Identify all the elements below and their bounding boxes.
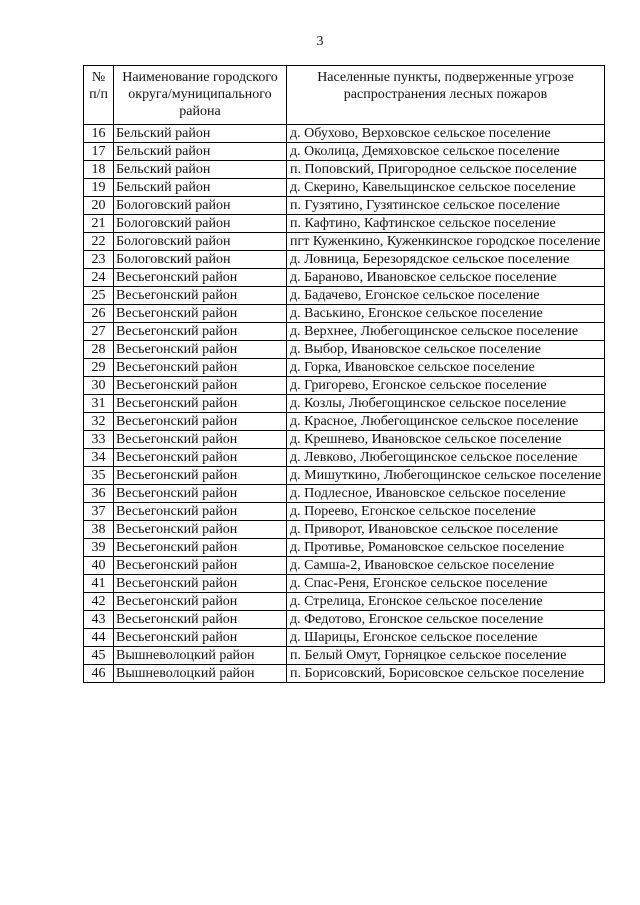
row-number: 33 bbox=[84, 431, 114, 449]
row-number: 30 bbox=[84, 377, 114, 395]
row-district: Бологовский район bbox=[114, 197, 287, 215]
row-district: Бельский район bbox=[114, 179, 287, 197]
table-row bbox=[84, 539, 605, 557]
row-district: Весьегонский район bbox=[114, 341, 287, 359]
row-number: 16 bbox=[84, 125, 114, 143]
row-number: 17 bbox=[84, 143, 114, 161]
row-district: Бельский район bbox=[114, 161, 287, 179]
table-row bbox=[84, 287, 605, 305]
table-row bbox=[84, 215, 605, 233]
row-number: 34 bbox=[84, 449, 114, 467]
row-locality: д. Ловница, Березорядское сельское поселение bbox=[287, 251, 605, 269]
row-district: Весьегонский район bbox=[114, 449, 287, 467]
row-number: 31 bbox=[84, 395, 114, 413]
page-number: 3 bbox=[316, 34, 324, 49]
row-number: 42 bbox=[84, 593, 114, 611]
row-district: Бельский район bbox=[114, 143, 287, 161]
row-number: 44 bbox=[84, 629, 114, 647]
row-district: Весьегонский район bbox=[114, 377, 287, 395]
row-number: 37 bbox=[84, 503, 114, 521]
row-locality: д. Верхнее, Любегощинское сельское поселение bbox=[287, 323, 605, 341]
table-row bbox=[84, 395, 605, 413]
row-locality: д. Бадачево, Егонское сельское поселение bbox=[287, 287, 605, 305]
fire-risk-table bbox=[83, 65, 605, 683]
row-district: Бологовский район bbox=[114, 251, 287, 269]
table-row bbox=[84, 593, 605, 611]
row-district: Весьегонский район bbox=[114, 593, 287, 611]
row-locality: п. Кафтино, Кафтинское сельское поселение bbox=[287, 215, 605, 233]
row-number: 40 bbox=[84, 557, 114, 575]
row-locality: д. Бараново, Ивановское сельское поселение bbox=[287, 269, 605, 287]
row-locality: д. Околица, Демяховское сельское поселение bbox=[287, 143, 605, 161]
table-row bbox=[84, 449, 605, 467]
row-locality: д. Крешнево, Ивановское сельское поселение bbox=[287, 431, 605, 449]
header-district: Наименование городского округа/муниципального района bbox=[114, 66, 287, 125]
row-district: Весьегонский район bbox=[114, 611, 287, 629]
row-district: Бельский район bbox=[114, 125, 287, 143]
table-row bbox=[84, 521, 605, 539]
row-locality: д. Выбор, Ивановское сельское поселение bbox=[287, 341, 605, 359]
row-number: 38 bbox=[84, 521, 114, 539]
row-district: Весьегонский район bbox=[114, 485, 287, 503]
row-locality: п. Белый Омут, Горняцкое сельское поселение bbox=[287, 647, 605, 665]
row-district: Весьегонский район bbox=[114, 629, 287, 647]
row-district: Весьегонский район bbox=[114, 413, 287, 431]
table-row bbox=[84, 665, 605, 683]
row-number: 32 bbox=[84, 413, 114, 431]
table-row bbox=[84, 413, 605, 431]
table-row bbox=[84, 467, 605, 485]
row-locality: д. Пореево, Егонское сельское поселение bbox=[287, 503, 605, 521]
table-row bbox=[84, 269, 605, 287]
row-district: Весьегонский район bbox=[114, 557, 287, 575]
table-row bbox=[84, 377, 605, 395]
row-number: 46 bbox=[84, 665, 114, 683]
row-locality: д. Красное, Любегощинское сельское поселение bbox=[287, 413, 605, 431]
row-district: Весьегонский район bbox=[114, 431, 287, 449]
table-row bbox=[84, 557, 605, 575]
row-locality: д. Подлесное, Ивановское сельское поселение bbox=[287, 485, 605, 503]
row-number: 20 bbox=[84, 197, 114, 215]
table-row bbox=[84, 251, 605, 269]
row-district: Вышневолоцкий район bbox=[114, 665, 287, 683]
row-district: Весьегонский район bbox=[114, 521, 287, 539]
row-district: Весьегонский район bbox=[114, 269, 287, 287]
row-locality: п. Гузятино, Гузятинское сельское поселение bbox=[287, 197, 605, 215]
row-district: Весьегонский район bbox=[114, 575, 287, 593]
row-locality: д. Стрелица, Егонское сельское поселение bbox=[287, 593, 605, 611]
table-row bbox=[84, 485, 605, 503]
table-row bbox=[84, 341, 605, 359]
table-row bbox=[84, 197, 605, 215]
row-district: Вышневолоцкий район bbox=[114, 647, 287, 665]
row-number: 36 bbox=[84, 485, 114, 503]
row-district: Весьегонский район bbox=[114, 467, 287, 485]
table-row bbox=[84, 575, 605, 593]
row-district: Весьегонский район bbox=[114, 503, 287, 521]
row-locality: д. Противье, Романовское сельское поселение bbox=[287, 539, 605, 557]
row-district: Весьегонский район bbox=[114, 395, 287, 413]
row-locality: д. Приворот, Ивановское сельское поселение bbox=[287, 521, 605, 539]
row-number: 27 bbox=[84, 323, 114, 341]
table-row bbox=[84, 233, 605, 251]
row-number: 29 bbox=[84, 359, 114, 377]
row-district: Бологовский район bbox=[114, 233, 287, 251]
row-number: 43 bbox=[84, 611, 114, 629]
table-row bbox=[84, 179, 605, 197]
table-row bbox=[84, 431, 605, 449]
row-number: 45 bbox=[84, 647, 114, 665]
row-number: 41 bbox=[84, 575, 114, 593]
table-row bbox=[84, 161, 605, 179]
table-row bbox=[84, 629, 605, 647]
row-locality: д. Федотово, Егонское сельское поселение bbox=[287, 611, 605, 629]
row-number: 21 bbox=[84, 215, 114, 233]
table-row bbox=[84, 305, 605, 323]
table-row bbox=[84, 359, 605, 377]
row-locality: д. Самша-2, Ивановское сельское поселение bbox=[287, 557, 605, 575]
row-locality: д. Григорево, Егонское сельское поселение bbox=[287, 377, 605, 395]
row-district: Бологовский район bbox=[114, 215, 287, 233]
row-number: 39 bbox=[84, 539, 114, 557]
row-locality: д. Обухово, Верховское сельское поселение bbox=[287, 125, 605, 143]
row-number: 19 bbox=[84, 179, 114, 197]
row-number: 22 bbox=[84, 233, 114, 251]
row-locality: пгт Куженкино, Куженкинское городское поселение bbox=[287, 233, 605, 251]
table-row bbox=[84, 647, 605, 665]
row-district: Весьегонский район bbox=[114, 305, 287, 323]
header-localities: Населенные пункты, подверженные угрозе распространения лесных пожаров bbox=[287, 66, 605, 125]
row-number: 18 bbox=[84, 161, 114, 179]
row-number: 35 bbox=[84, 467, 114, 485]
row-district: Весьегонский район bbox=[114, 287, 287, 305]
row-district: Весьегонский район bbox=[114, 323, 287, 341]
row-locality: д. Спас-Реня, Егонское сельское поселение bbox=[287, 575, 605, 593]
row-locality: д. Горка, Ивановское сельское поселение bbox=[287, 359, 605, 377]
row-number: 25 bbox=[84, 287, 114, 305]
row-locality: п. Поповский, Пригородное сельское поселение bbox=[287, 161, 605, 179]
row-locality: д. Мишуткино, Любегощинское сельское поселение bbox=[287, 467, 605, 485]
row-district: Весьегонский район bbox=[114, 359, 287, 377]
row-locality: п. Борисовский, Борисовское сельское поселение bbox=[287, 665, 605, 683]
table-row bbox=[84, 143, 605, 161]
row-number: 24 bbox=[84, 269, 114, 287]
table-row bbox=[84, 323, 605, 341]
table-header-row bbox=[84, 66, 605, 125]
table-row bbox=[84, 503, 605, 521]
row-number: 23 bbox=[84, 251, 114, 269]
row-locality: д. Шарицы, Егонское сельское поселение bbox=[287, 629, 605, 647]
row-locality: д. Скерино, Кавельщинское сельское поселение bbox=[287, 179, 605, 197]
table-row bbox=[84, 125, 605, 143]
row-number: 28 bbox=[84, 341, 114, 359]
table-row bbox=[84, 611, 605, 629]
header-number: № п/п bbox=[84, 66, 114, 125]
row-district: Весьегонский район bbox=[114, 539, 287, 557]
row-locality: д. Козлы, Любегощинское сельское поселение bbox=[287, 395, 605, 413]
row-number: 26 bbox=[84, 305, 114, 323]
row-locality: д. Васькино, Егонское сельское поселение bbox=[287, 305, 605, 323]
row-locality: д. Левково, Любегощинское сельское поселение bbox=[287, 449, 605, 467]
